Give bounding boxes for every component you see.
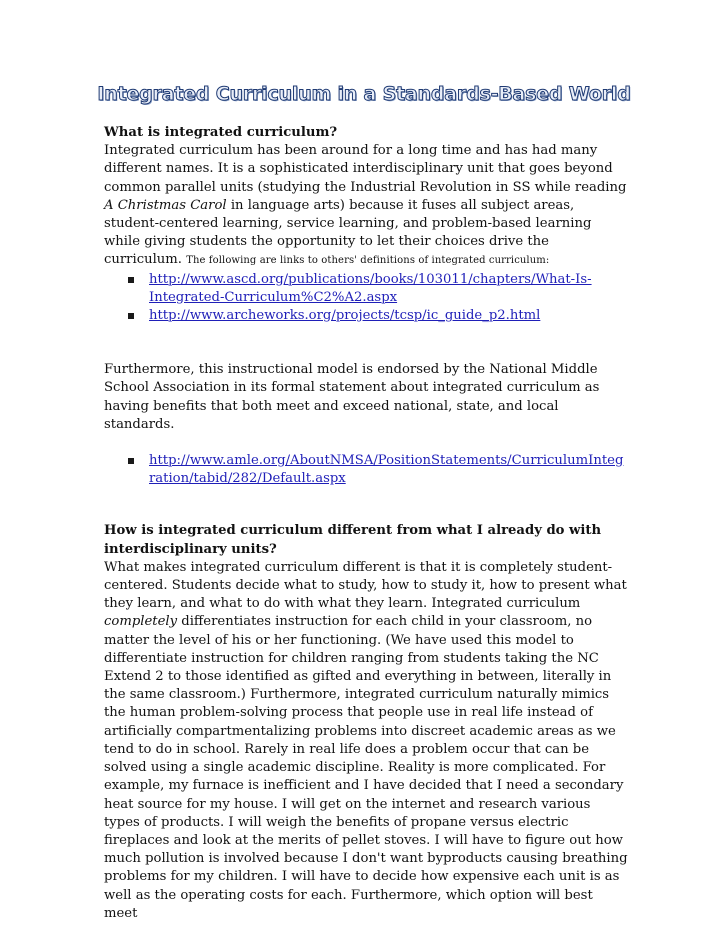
link-ascd[interactable]: http://www.ascd.org/publications/books/103011/chapters/What-Is-Integrated-Curriculum%C2%A2.aspx — [149, 271, 592, 305]
nmsa-paragraph: Furthermore, this instructional model is endorsed by the National Middle School Association in its formal statement about integrated curriculum as having benefits that both meet and exceed national, state, and local standards. — [104, 362, 600, 432]
intro-text-end: in language arts) because it fuses all subject areas, student-centered learning, service learning, and problem-based learning while giving students the opportunity to let their choices drive the curriculum. — [104, 197, 592, 268]
emphasis-completely: completely — [104, 614, 178, 630]
nmsa-links-list — [104, 452, 628, 488]
list-item — [104, 271, 628, 307]
book-title: A Christmas Carol — [104, 197, 227, 213]
list-item — [104, 452, 628, 488]
spacer — [104, 325, 628, 361]
difference-paragraph — [104, 559, 628, 923]
square-bullet-icon — [128, 277, 134, 283]
spacer — [104, 488, 628, 522]
difference-text-end: differentiates instruction for each child in your classroom, no matter the level of his or her functioning. (We have used this model to differentiate instruction for children ranging from students taking the NC Extend 2 to those identified as gifted and everything in between, literally in the same classroom.) Furthermore, integrated curriculum naturally mimics the human problem-solving process that people use in real life instead of artificially compartmentalizing problems into discreet academic areas as we tend to do in school. Rarely in real life does a problem occur that can be solved using a single academic discipline. Reality is more complicated. For example, my furnace is inefficient and I have decided that I need a secondary heat source for my house. I will get on the internet and research various types of products. I will weigh the benefits of propane versus electric fireplaces and look at the merits of pellet stoves. I will have to figure out how much pollution is involved because I don't want byproducts causing breathing problems for my children. I will have to decide how expensive each unit is as well as the operating costs for each. Furthermore, which option will best meet — [104, 614, 628, 921]
section-heading-how-different: How is integrated curriculum different from what I already do with interdisciplinary units? — [104, 523, 602, 557]
square-bullet-icon — [128, 313, 134, 319]
intro-text-start: Integrated curriculum has been around for a long time and has had many different names. It is a sophisticated interdisciplinary unit that goes beyond common parallel units (studying the Industrial Revolution in SS while reading — [104, 143, 627, 195]
links-intro-note: The following are links to others' definitions of integrated curriculum: — [186, 255, 550, 267]
link-amle[interactable]: http://www.amle.org/AboutNMSA/PositionStatements/CurriculumIntegration/tabid/282/Default.aspx — [149, 453, 624, 487]
spacer — [104, 434, 628, 452]
list-item — [104, 307, 628, 325]
square-bullet-icon — [128, 458, 134, 464]
definition-links-list — [104, 271, 628, 326]
difference-text-start: What makes integrated curriculum different is that it is completely student-centered. Students decide what to study, how to study it, how to present what they learn, and what to do with what they learn. Integrated curriculum — [104, 559, 627, 612]
page-title: Integrated Curriculum in a Standards-Based World — [97, 83, 631, 105]
document-body — [104, 124, 628, 923]
link-archeworks[interactable]: http://www.archeworks.org/projects/tcsp/ic_guide_p2.html — [149, 308, 541, 324]
section-heading-what-is: What is integrated curriculum? — [104, 125, 338, 140]
intro-paragraph — [104, 142, 628, 270]
